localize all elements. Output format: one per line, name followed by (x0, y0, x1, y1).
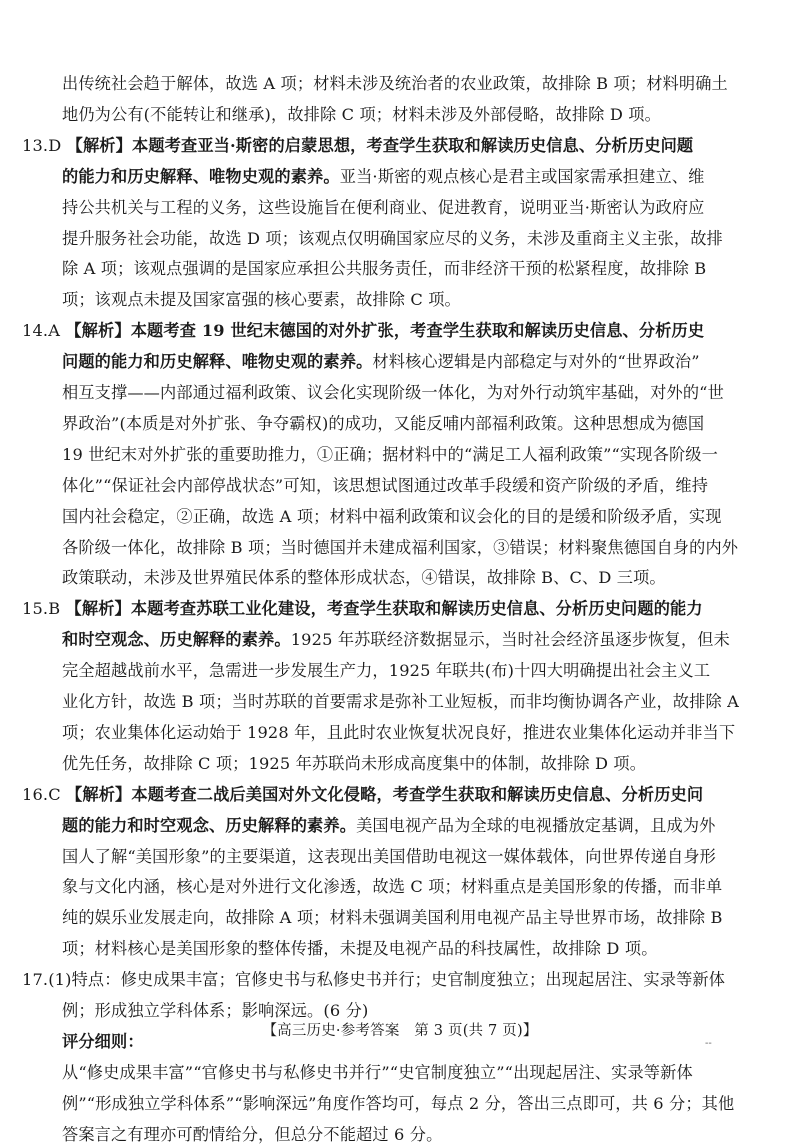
q16-line-4: 象与文化内涵，核心是对外进行文化渗透，故选 C 项；材料重点是美国形象的传播，而非单 (62, 877, 723, 896)
q16-number: 16.C (22, 785, 61, 804)
corner-mark: -- (705, 1038, 712, 1049)
q15-summary: 本题考查苏联工业化建设，考查学生获取和解读历史信息、分析历史问题的能力 (130, 599, 703, 618)
q13-line-2: 的能力和历史解释、唯物史观的素养。亚当·斯密的观点核心是君主或国家需承担建立、维 (62, 167, 705, 186)
q13-number: 13.D (22, 136, 62, 155)
q13-line-3: 持公共机关与工程的义务，这些设施旨在便利商业、促进教育，说明亚当·斯密认为政府应 (62, 198, 705, 217)
q17-first-line (22, 968, 725, 992)
q15-line-6: 优先任务，故排除 C 项；1925 年苏联尚未形成高度集中的体制，故排除 D 项。 (62, 754, 647, 773)
q14-first-line (22, 319, 704, 343)
q14-line-2: 问题的能力和历史解释、唯物史观的素养。材料核心逻辑是内部稳定与对外的“世界政治” (62, 352, 700, 371)
q16-summary: 本题考查二战后美国对外文化侵略，考查学生获取和解读历史信息、分析历史问 (131, 785, 704, 804)
q16-line-3: 国人了解“美国形象”的主要渠道，这表现出美国借助电视这一媒体载体，向世界传递自身形 (62, 847, 717, 866)
q13-line-5: 除 A 项；该观点强调的是国家应承担公共服务责任，而非经济干预的松紧程度，故排除 B (62, 259, 707, 278)
q14-line-9: 政策联动，未涉及世界殖民体系的整体形成状态，④错误，故排除 B、C、D 三项。 (62, 568, 666, 587)
q14-number: 14.A (22, 321, 61, 340)
q15-line-4: 业化方针，故选 B 项；当时苏联的首要需求是弥补工业短板，而非均衡协调各产业，故排除 A (62, 692, 739, 711)
q14-line-4: 界政治”(本质是对外扩张、争夺霸权)的成功，又能反哺内部福利政策。这种思想成为德国 (62, 414, 705, 433)
q17-rubric-line-3: 答案言之有理亦可酌情给分，但总分不能超过 6 分。 (62, 1125, 443, 1144)
q14-line-3: 相互支撑——内部通过福利政策、议会化实现阶级一体化，为对外行动筑牢基础，对外的“世 (62, 383, 724, 402)
q14-line-6: 体化”“保证社会内部停战状态”可知，该思想试图通过改革手段缓和资产阶级的矛盾，维持 (62, 476, 709, 495)
q14-analysis-label: 【解析】 (65, 321, 131, 340)
q17-line-2: 例；形成独立学科体系；影响深远。(6 分) (62, 1001, 369, 1020)
page-footer: 【高三历史·参考答案 第 3 页(共 7 页)】 (262, 1023, 538, 1039)
q14-line-8: 各阶级一体化，故排除 B 项；当时德国并未建成福利国家，③错误；材料聚焦德国自身的内外 (62, 538, 739, 557)
q16-line-2: 题的能力和时空观念、历史解释的素养。美国电视产品为全球的电视播放定基调，且成为外 (62, 816, 716, 835)
q17-line-1: (1)特点：修史成果丰富；官修史书与私修史书并行；史官制度独立；出现起居注、实录等新体 (48, 970, 726, 989)
q14-line-7: 国内社会稳定，②正确，故选 A 项；材料中福利政策和议会化的目的是缓和阶级矛盾，实现 (62, 507, 722, 526)
q16-analysis-label: 【解析】 (66, 785, 132, 804)
q13-analysis-label: 【解析】 (66, 136, 132, 155)
q15-number: 15.B (22, 599, 61, 618)
q13-line-4: 提升服务社会功能，故选 D 项；该观点仅明确国家应尽的义务，未涉及重商主义主张，故排 (62, 229, 723, 248)
q14-summary: 本题考查 19 世纪末德国的对外扩张，考查学生获取和解读历史信息、分析历史 (130, 321, 705, 340)
q15-line-3: 完全超越战前水平，急需进一步发展生产力，1925 年联共(布)十四大明确提出社会主义工 (62, 661, 711, 680)
q15-line-5: 项；农业集体化运动始于 1928 年，且此时农业恢复状况良好，推进农业集体化运动并非当下 (62, 723, 736, 742)
q17-rubric-line-1: 从“修史成果丰富”“官修史书与私修史书并行”“史官制度独立”“出现起居注、实录等新体 (62, 1063, 693, 1082)
q17-number: 17. (22, 970, 49, 989)
q15-analysis-label: 【解析】 (65, 599, 131, 618)
intro-line-2: 地仍为公有(不能转让和继承)，故排除 C 项；材料未涉及外部侵略，故排除 D 项。 (62, 105, 661, 124)
q17-rubric-line-2: 例”“形成独立学科体系”“影响深远”角度作答均可，每点 2 分，答出三点即可，共 6 分；其他 (62, 1094, 735, 1113)
q13-first-line (22, 134, 693, 158)
q13-summary: 本题考查亚当·斯密的启蒙思想，考查学生获取和解读历史信息、分析历史问题 (131, 136, 694, 155)
q16-first-line (22, 783, 703, 807)
q17-rubric-title: 评分细则： (62, 1032, 144, 1051)
q14-line-5: 19 世纪末对外扩张的重要助推力，①正确；据材料中的“满足工人福利政策”“实现各阶级一 (62, 445, 718, 464)
q13-line-6: 项；该观点未提及国家富强的核心要素，故排除 C 项。 (62, 290, 461, 309)
q16-line-6: 项；材料核心是美国形象的整体传播，未提及电视产品的科技属性，故排除 D 项。 (62, 939, 658, 958)
q15-line-2: 和时空观念、历史解释的素养。1925 年苏联经济数据显示，当时社会经济虽逐步恢复，但未 (62, 630, 730, 649)
q15-first-line (22, 597, 703, 621)
q16-line-5: 纯的娱乐业发展走向，故排除 A 项；材料未强调美国利用电视产品主导世界市场，故排除 B (62, 908, 723, 927)
intro-line-1: 出传统社会趋于解体，故选 A 项；材料未涉及统治者的农业政策，故排除 B 项；材料明确土 (62, 74, 728, 93)
